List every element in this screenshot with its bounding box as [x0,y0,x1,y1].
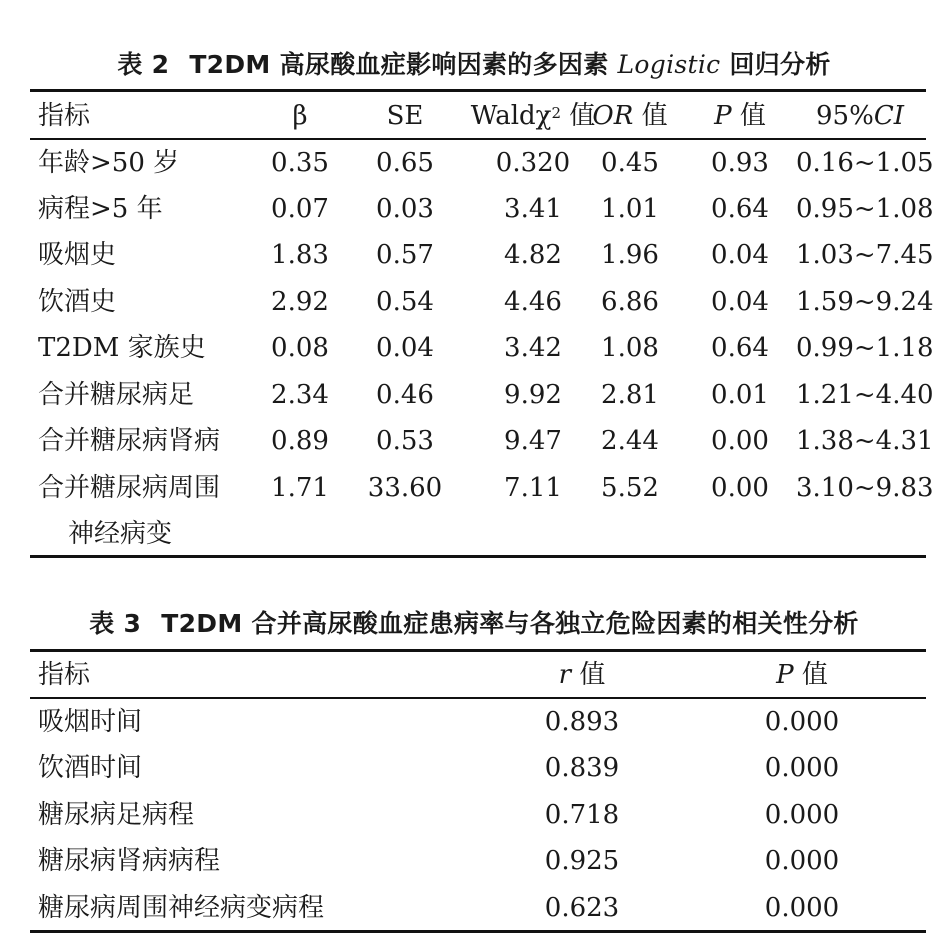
row-or: 5.52 [601,473,659,503]
table-row [30,699,926,745]
row-p: 0.000 [764,846,840,876]
row-se: 0.04 [376,333,434,363]
row-se: 0.46 [376,380,434,410]
table3-header-r [502,652,662,698]
row-indicator: 糖尿病周围神经病变病程 [38,893,325,923]
row-se: 0.53 [376,426,434,456]
table2-top-rule [30,89,926,92]
row-indicator: T2DM 家族史 [38,333,206,363]
table3-caption-text: T2DM 合并高尿酸血症患病率与各独立危险因素的相关性分析 [161,609,859,638]
row-indicator: 病程>5 年 [38,194,163,224]
table-row-continuation [30,511,926,557]
row-p: 0.000 [764,753,840,783]
row-wald: 3.41 [504,194,562,224]
table2-header-p [690,93,790,139]
row-wald: 7.11 [504,473,562,503]
row-ci: 1.03~7.45 [796,240,934,270]
table2-bottom-rule [30,555,926,558]
row-indicator: 吸烟时间 [38,707,143,737]
row-indicator: 合并糖尿病肾病 [38,426,221,456]
row-ci: 0.99~1.18 [796,333,934,363]
row-or: 2.44 [601,426,659,456]
table2-header-p-italic: P [714,101,732,131]
row-or: 0.45 [601,148,659,178]
table-row [30,745,926,791]
row-ci: 0.16~1.05 [796,148,934,178]
row-se: 0.03 [376,194,434,224]
table-row [30,465,934,511]
table-row [30,186,934,232]
row-p: 0.64 [711,333,769,363]
table2-header-beta: β [292,101,308,131]
row-r: 0.718 [544,800,620,830]
row-indicator-continuation: 神经病变 [68,519,173,549]
row-ci: 3.10~9.83 [796,473,934,503]
row-p: 0.01 [711,380,769,410]
table2-header-p-suffix: 值 [731,101,766,131]
row-p: 0.000 [764,800,840,830]
row-ci: 1.38~4.31 [796,426,934,456]
row-beta: 0.89 [271,426,329,456]
table2-header-wald-text: Waldχ [470,101,552,131]
row-or: 1.01 [601,194,659,224]
row-beta: 2.92 [271,287,329,317]
row-ci: 1.21~4.40 [796,380,934,410]
table2-caption-text: T2DM 高尿酸血症影响因素的多因素 [189,50,618,79]
table2-header-or-italic: OR [592,101,634,131]
row-se: 0.65 [376,148,434,178]
row-r: 0.623 [544,893,620,923]
table3-caption [0,607,948,641]
row-p: 0.93 [711,148,769,178]
row-or: 6.86 [601,287,659,317]
table2-header-or [580,93,680,139]
row-p: 0.00 [711,426,769,456]
table3-bottom-rule [30,930,926,933]
row-r: 0.893 [544,707,620,737]
table2-header-wald-suffix: 值 [560,101,596,131]
table3-caption-number: 表 3 [89,609,142,638]
table2-header-wald-superscript: 2 [551,104,561,122]
row-indicator: 合并糖尿病足 [38,380,195,410]
table-row [30,885,926,931]
table-row [30,372,934,418]
row-se: 0.57 [376,240,434,270]
table2-header-indicator: 指标 [38,101,91,131]
row-indicator: 合并糖尿病周围 [38,473,221,503]
table2-header-or-suffix: 值 [633,101,668,131]
row-p: 0.64 [711,194,769,224]
row-wald: 9.92 [504,380,562,410]
table-row [30,325,934,371]
row-wald: 3.42 [504,333,562,363]
row-beta: 1.71 [271,473,329,503]
table-row [30,838,926,884]
row-indicator: 糖尿病肾病病程 [38,846,221,876]
row-beta: 1.83 [271,240,329,270]
row-p: 0.000 [764,707,840,737]
table3-header-p [722,652,882,698]
table3-header-r-suffix: 值 [571,660,606,690]
row-ci: 1.59~9.24 [796,287,934,317]
table2-caption-suffix: 回归分析 [720,50,831,79]
table-row [30,232,934,278]
row-or: 2.81 [601,380,659,410]
table2-header-ci-italic: CI [873,101,904,131]
table3-header-p-italic: P [776,660,794,690]
row-r: 0.925 [544,846,620,876]
table3-header-p-suffix: 值 [793,660,828,690]
table2-header-ci [796,93,924,139]
table3-header-indicator: 指标 [38,660,91,690]
row-indicator: 糖尿病足病程 [38,800,195,830]
table-row [30,418,934,464]
row-indicator: 吸烟史 [38,240,117,270]
row-beta: 0.35 [271,148,329,178]
table2-caption-logistic: Logistic [617,50,721,79]
row-p: 0.04 [711,287,769,317]
table3-header-row [30,652,926,698]
table2-header-ci-prefix: 95% [816,101,874,131]
table2-caption-number: 表 2 [117,50,170,79]
row-beta: 2.34 [271,380,329,410]
table-row [30,140,934,186]
row-p: 0.00 [711,473,769,503]
row-p: 0.04 [711,240,769,270]
row-wald: 9.47 [504,426,562,456]
row-beta: 0.07 [271,194,329,224]
row-wald: 0.320 [495,148,571,178]
row-se: 0.54 [376,287,434,317]
row-indicator: 饮酒史 [38,287,117,317]
table2-header-row [30,93,926,139]
table2-caption [0,48,948,82]
table-row [30,792,926,838]
row-wald: 4.46 [504,287,562,317]
row-indicator: 饮酒时间 [38,753,143,783]
row-or: 1.08 [601,333,659,363]
row-r: 0.839 [544,753,620,783]
row-indicator: 年龄>50 岁 [38,148,180,178]
row-ci: 0.95~1.08 [796,194,934,224]
table2-header-se: SE [386,101,424,131]
row-p: 0.000 [764,893,840,923]
table3-header-r-italic: r [558,660,572,690]
row-beta: 0.08 [271,333,329,363]
row-or: 1.96 [601,240,659,270]
row-wald: 4.82 [504,240,562,270]
row-se: 33.60 [367,473,443,503]
table-row [30,279,934,325]
